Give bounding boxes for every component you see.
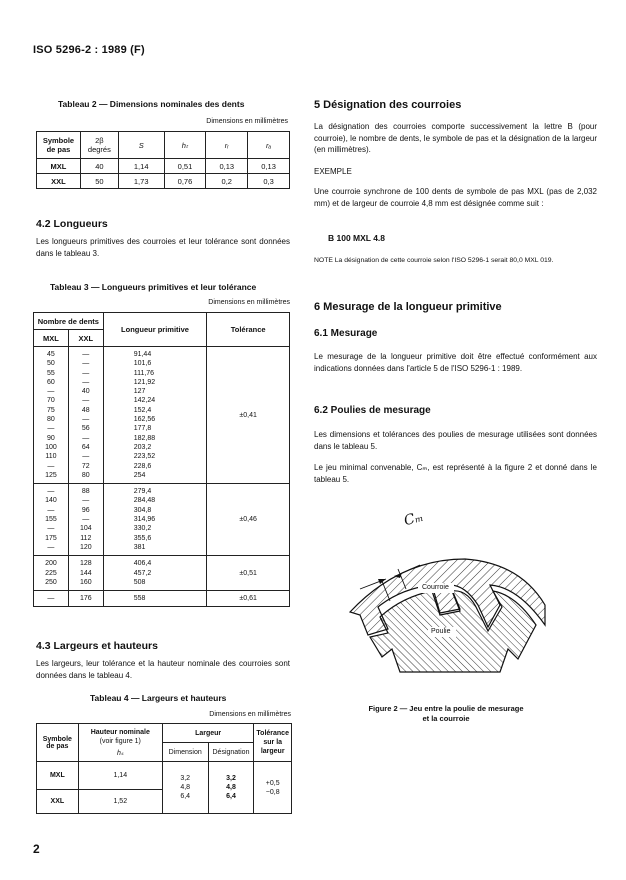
table3-tolerance: ±0,61 bbox=[207, 591, 290, 607]
table3-value: 144 bbox=[79, 569, 92, 577]
table3-value: 104 bbox=[79, 525, 92, 533]
section-6-2-text1: Les dimensions et tolérances des poulies de mesurage utilisées sont données dans le tableau 5. bbox=[314, 430, 597, 451]
table3-value: 70 bbox=[47, 397, 55, 405]
table3-value: 90 bbox=[47, 434, 55, 442]
table3-value: 101,6 bbox=[133, 360, 152, 368]
table-row bbox=[37, 762, 292, 790]
figure-2-caption-line2: et la courroie bbox=[422, 714, 470, 723]
table-row bbox=[34, 556, 290, 591]
table3-value: — bbox=[82, 453, 90, 461]
table-row bbox=[34, 484, 290, 556]
poulie-label: Poulie bbox=[431, 628, 451, 635]
table3-length-column bbox=[103, 484, 207, 556]
table2-cell: 0,2 bbox=[206, 174, 248, 189]
table3-value: 203,2 bbox=[133, 443, 152, 451]
table3-value: 176 bbox=[79, 595, 92, 603]
table3-length-column bbox=[103, 591, 207, 607]
table3-xxl-column bbox=[68, 591, 103, 607]
figure-2-drawing bbox=[340, 507, 548, 675]
section-4-2-text: Les longueurs primitives des courroies et leur tolérance sont données dans le tableau 3. bbox=[36, 237, 290, 258]
table4-header-height-ref: (voir figure 1) bbox=[99, 737, 141, 745]
table2-header-cell: rₐ bbox=[248, 132, 290, 159]
table3-mxl-column bbox=[34, 556, 69, 591]
table3-value: 406,4 bbox=[133, 560, 152, 568]
table2-header-cell: S bbox=[118, 132, 164, 159]
table3-header-mxl: MXL bbox=[34, 330, 69, 347]
table4-value: +0,5 bbox=[265, 779, 280, 787]
table3-mxl-column bbox=[34, 591, 69, 607]
table2-cell: 0,13 bbox=[248, 159, 290, 174]
table3-value: 457,2 bbox=[133, 569, 152, 577]
table4-value: 3,2 bbox=[180, 775, 191, 782]
section-6-1-title: 6.1 Mesurage bbox=[314, 328, 378, 339]
table2-cell: 50 bbox=[80, 174, 118, 189]
table3-value: 127 bbox=[133, 388, 146, 396]
figure-2-caption-line1: Figure 2 — Jeu entre la poulie de mesurage bbox=[368, 704, 524, 713]
table3-value: 182,88 bbox=[133, 434, 156, 442]
table2-cell: 0,51 bbox=[164, 159, 206, 174]
table3-value: 91,44 bbox=[133, 351, 152, 358]
example-text: Une courroie synchrone de 100 dents de symbole de pas MXL (pas de 2,032 mm) et de largeur de courroie 4,8 mm est désignée comme suit : bbox=[314, 187, 597, 208]
table2 bbox=[36, 131, 290, 189]
section-5-text: La désignation des courroies comporte successivement la lettre B (pour courroie), le nombre de dents, le symbole de pas et la désignation de la largeur (en millimètres). bbox=[314, 122, 597, 154]
table3-xxl-column bbox=[68, 484, 103, 556]
table4-header-height bbox=[78, 724, 162, 762]
table3-value: — bbox=[82, 434, 90, 442]
table3-value: 160 bbox=[79, 578, 92, 586]
table4 bbox=[36, 723, 292, 814]
table3-value: 60 bbox=[47, 378, 55, 386]
table3-value: — bbox=[82, 360, 90, 368]
table3-value: 381 bbox=[133, 543, 146, 551]
table3-value: — bbox=[82, 369, 90, 377]
table2-caption: Tableau 2 — Dimensions nominales des dents bbox=[58, 99, 245, 109]
section-6-2-title: 6.2 Poulies de mesurage bbox=[314, 405, 431, 416]
table3-value: — bbox=[82, 416, 90, 424]
table4-value: −0,8 bbox=[265, 788, 280, 796]
section-6-title: 6 Mesurage de la longueur primitive bbox=[314, 301, 502, 313]
example-label: EXEMPLE bbox=[314, 167, 352, 176]
table3-value: — bbox=[47, 525, 55, 533]
table3-length-column bbox=[103, 347, 207, 484]
table3-value: 100 bbox=[45, 443, 57, 451]
table4-designation-cell bbox=[208, 762, 254, 814]
table4-tolerance-cell bbox=[254, 762, 292, 814]
table3-value: — bbox=[82, 351, 90, 358]
table3-value: 223,52 bbox=[133, 453, 156, 461]
section-6-2-text2: Le jeu minimal convenable, Cₘ, est représenté à la figure 2 et donné dans le tableau 5. bbox=[314, 463, 597, 484]
table-row bbox=[37, 174, 290, 189]
page-number: 2 bbox=[33, 842, 40, 856]
table3-value: 200 bbox=[45, 560, 57, 568]
table3-value: — bbox=[47, 543, 55, 551]
table3-value: 175 bbox=[45, 534, 57, 542]
table3-value: 112 bbox=[80, 534, 92, 542]
table3-header-tolerance: Tolérance bbox=[207, 313, 290, 347]
designation-example: B 100 MXL 4.8 bbox=[328, 233, 386, 243]
table3-value: 110 bbox=[45, 453, 57, 461]
table3-value: — bbox=[47, 388, 55, 396]
table3-value: 125 bbox=[45, 471, 57, 479]
table3-value: 80 bbox=[81, 471, 90, 479]
table4-cell: MXL bbox=[37, 762, 79, 790]
table3-xxl-column bbox=[68, 347, 103, 484]
table3-value: 177,8 bbox=[133, 425, 152, 433]
table3-value: 128 bbox=[79, 560, 92, 568]
table4-caption: Tableau 4 — Largeurs et hauteurs bbox=[90, 693, 227, 703]
table3-caption: Tableau 3 — Longueurs primitives et leur tolérance bbox=[50, 282, 257, 292]
table4-value: 6,4 bbox=[226, 793, 236, 800]
table3-value: — bbox=[82, 497, 90, 505]
table3-mxl-column bbox=[34, 347, 69, 484]
section-4-3-title: 4.3 Largeurs et hauteurs bbox=[36, 640, 158, 652]
table3-header-teeth: Nombre de dents bbox=[34, 313, 104, 330]
table2-cell: 40 bbox=[80, 159, 118, 174]
table2-cell: XXL bbox=[37, 174, 81, 189]
table3-header-xxl: XXL bbox=[68, 330, 103, 347]
table4-header-height-label: Hauteur nominale bbox=[90, 728, 150, 736]
table3-value: 75 bbox=[47, 406, 55, 414]
table3-value: 279,4 bbox=[133, 488, 152, 496]
table3-value: 228,6 bbox=[133, 462, 152, 470]
table2-cell: 1,14 bbox=[118, 159, 164, 174]
table3-value: 508 bbox=[133, 578, 146, 586]
table2-header-cell: Symbole de pas bbox=[37, 132, 81, 159]
table4-value: 4,8 bbox=[180, 784, 191, 791]
table3-value: 45 bbox=[47, 351, 55, 358]
table4-header-dimension: Dimension bbox=[162, 743, 208, 762]
table3-value: 121,92 bbox=[133, 378, 156, 386]
figure-2 bbox=[340, 507, 548, 675]
table4-value: 4,8 bbox=[226, 784, 236, 791]
table2-cell: 0,13 bbox=[206, 159, 248, 174]
table3-xxl-column bbox=[68, 556, 103, 591]
table3-units: Dimensions en millimètres bbox=[208, 299, 290, 306]
table3-value: — bbox=[47, 425, 55, 433]
table4-cell: XXL bbox=[37, 790, 79, 814]
table3-value: 558 bbox=[133, 595, 146, 603]
table2-units: Dimensions en millimètres bbox=[206, 118, 288, 125]
table3-value: 250 bbox=[45, 578, 57, 586]
table3-value: 225 bbox=[45, 569, 57, 577]
table2-header-cell: hₜ bbox=[164, 132, 206, 159]
table3-value: — bbox=[47, 488, 55, 496]
table3-value: 284,48 bbox=[133, 497, 156, 505]
table3-value: 254 bbox=[133, 471, 146, 479]
table3-value: 152,4 bbox=[133, 406, 152, 414]
table4-cell: 1,14 bbox=[78, 762, 162, 790]
table2-header-cell: rᵣ bbox=[206, 132, 248, 159]
table-row bbox=[37, 159, 290, 174]
table-row bbox=[34, 591, 290, 607]
table3-value: 56 bbox=[81, 425, 90, 433]
table-row bbox=[34, 347, 290, 484]
table3-value: 330,2 bbox=[133, 525, 152, 533]
section-5-title: 5 Désignation des courroies bbox=[314, 99, 462, 111]
table4-dimension-cell bbox=[162, 762, 208, 814]
table3-value: 120 bbox=[79, 543, 92, 551]
table3-value: 162,56 bbox=[133, 416, 156, 424]
table3-value: — bbox=[82, 378, 90, 386]
table3-value: — bbox=[82, 397, 90, 405]
table3-value: 50 bbox=[47, 360, 55, 368]
table3-tolerance: ±0,41 bbox=[207, 347, 290, 484]
table4-header-tolerance: Tolérance sur la largeur bbox=[254, 724, 292, 762]
table4-header-height-symbol: hₛ bbox=[117, 749, 124, 757]
table4-header-designation: Désignation bbox=[208, 743, 254, 762]
table4-value: 6,4 bbox=[180, 793, 191, 800]
table3-value: 72 bbox=[81, 462, 90, 470]
document-header: ISO 5296-2 : 1989 (F) bbox=[33, 44, 145, 56]
table3-value: 140 bbox=[45, 497, 57, 505]
table3-value: 55 bbox=[47, 369, 55, 377]
table4-units: Dimensions en millimètres bbox=[209, 711, 291, 718]
table3-mxl-column bbox=[34, 484, 69, 556]
section-4-3-text: Les largeurs, leur tolérance et la hauteur nominale des courroies sont données dans le tableau 4. bbox=[36, 659, 290, 680]
table3 bbox=[33, 312, 290, 607]
table2-header-cell: 2β degrés bbox=[80, 132, 118, 159]
table3-value: 88 bbox=[81, 488, 90, 496]
table3-value: 304,8 bbox=[133, 506, 152, 514]
table3-value: 40 bbox=[81, 388, 90, 396]
table3-value: 314,96 bbox=[133, 516, 156, 524]
courroie-label: Courroie bbox=[422, 584, 449, 591]
table3-value: 64 bbox=[81, 443, 90, 451]
table3-value: 355,6 bbox=[133, 534, 152, 542]
figure-2-caption bbox=[338, 704, 554, 724]
table3-length-column bbox=[103, 556, 207, 591]
table3-value: 96 bbox=[81, 506, 90, 514]
table4-header-symbol: Symbole de pas bbox=[37, 724, 79, 762]
table4-value: 3,2 bbox=[226, 775, 236, 782]
table4-header-width: Largeur bbox=[162, 724, 254, 743]
table3-value: 155 bbox=[45, 516, 57, 524]
note-text: NOTE La désignation de cette courroie selon l'ISO 5296-1 serait 80,0 MXL 019. bbox=[314, 257, 554, 264]
table2-cell: 0,3 bbox=[248, 174, 290, 189]
table2-cell: 1,73 bbox=[118, 174, 164, 189]
table3-header-length: Longueur primitive bbox=[103, 313, 207, 347]
table3-value: 48 bbox=[81, 406, 90, 414]
table3-tolerance: ±0,46 bbox=[207, 484, 290, 556]
table4-cell: 1,52 bbox=[78, 790, 162, 814]
table3-value: — bbox=[47, 506, 55, 514]
table3-tolerance: ±0,51 bbox=[207, 556, 290, 591]
table2-cell: 0,76 bbox=[164, 174, 206, 189]
section-4-2-title: 4.2 Longueurs bbox=[36, 218, 108, 230]
table2-cell: MXL bbox=[37, 159, 81, 174]
table3-value: 80 bbox=[47, 416, 55, 424]
cm-label: Cₘ bbox=[402, 508, 426, 530]
table3-value: — bbox=[47, 462, 55, 470]
table3-value: 142,24 bbox=[133, 397, 156, 405]
table3-value: — bbox=[82, 516, 90, 524]
table3-value: 111,76 bbox=[133, 369, 155, 377]
table3-value: — bbox=[47, 595, 55, 603]
section-6-1-text: Le mesurage de la longueur primitive doit être effectué conformément aux indications données dans l'article 5 de l'ISO 5296-1 : 1989. bbox=[314, 352, 597, 373]
